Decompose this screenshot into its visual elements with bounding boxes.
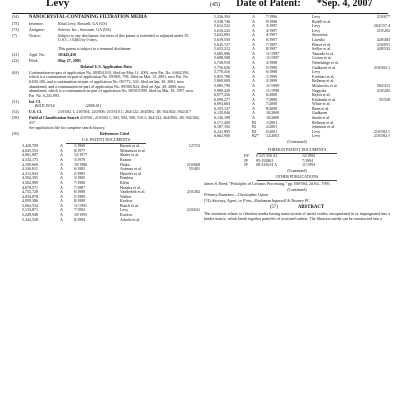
ref-kind: A xyxy=(60,171,63,176)
ref-date: 9/1996 xyxy=(266,19,278,24)
int-cl-year: (2006.01) xyxy=(85,103,102,109)
ref-class: 210/502.1 xyxy=(373,65,390,70)
ref-kind: A xyxy=(252,116,255,121)
ref-kind: A xyxy=(60,176,63,181)
date-of-patent xyxy=(210,0,372,9)
abstract-text: The invention relates to filtration media having nanocrystals of metal oxides, encapsulated in or impregnated into a binder matrix, which binds together particles of activated carbon. The filtration media can be constructed into a xyxy=(204,211,390,221)
ref-number: 6,129,846 xyxy=(214,111,230,116)
ref-kind: A xyxy=(60,185,63,190)
ref-date: 6/1982 xyxy=(74,167,86,172)
field-of-search-value xyxy=(29,116,200,130)
ref-class: 502/415 xyxy=(376,83,390,88)
ref-number: 6,077,436 xyxy=(214,93,230,98)
ref-number: 5,750,026 xyxy=(214,65,230,70)
ref-name: Krause xyxy=(120,157,132,162)
ref-kind: A xyxy=(252,83,255,88)
ref-class: 210/502.1 xyxy=(373,129,390,134)
ref-kind: A xyxy=(252,37,255,42)
int-cl-key: Int. Cl. xyxy=(29,98,42,104)
field-code: (73) xyxy=(12,26,19,32)
ref-name: Mitsumori et al. xyxy=(120,148,146,153)
ref-kind: A xyxy=(60,167,63,172)
ref-kind: A xyxy=(60,157,63,162)
ref-number: 4,678,571 xyxy=(22,185,38,190)
ref-name: Benn et al. xyxy=(312,106,330,111)
ref-kind: A xyxy=(252,88,255,93)
ref-date: 11/1999 xyxy=(266,83,279,88)
continued-note: (Continued) xyxy=(287,168,307,173)
ref-number: 5,985,790 xyxy=(214,83,230,88)
ref-kind: A xyxy=(252,51,255,56)
terminal-disclaimer-text: This patent is subject to a terminal disclaimer. xyxy=(58,46,132,52)
notice-field xyxy=(12,34,200,52)
ref-number: 4,859,386 xyxy=(22,199,38,204)
examiner-label: Primary Examiner xyxy=(204,192,234,198)
ref-name: Shaler et al. xyxy=(120,153,139,158)
left-reference-list xyxy=(12,144,200,222)
field-code: (54) xyxy=(12,14,19,19)
ref-name: Levy xyxy=(312,28,321,33)
ref-class: 428/404 xyxy=(376,37,390,42)
ref-date: 11/1997 xyxy=(266,51,279,56)
ref-name: Bellamy et al. xyxy=(312,79,335,84)
ref-name: Klein xyxy=(120,180,129,185)
patent-title: NANOCRYSTAL-CONTAINING FILTRATION MEDIA xyxy=(29,15,147,20)
foreign-number: 08-315614 A xyxy=(256,162,277,168)
ref-number: 4,313,833 xyxy=(22,171,38,176)
ref-date: 6/1988 xyxy=(74,190,86,195)
left-column xyxy=(12,15,200,222)
ref-number: 6,103,127 xyxy=(214,106,230,111)
ref-number: 3,420,709 xyxy=(22,144,38,149)
ref-number: 5,730,918 xyxy=(214,60,230,65)
ref-number: 5,538,746 xyxy=(214,19,230,24)
ref-number: 5,133,871 xyxy=(22,208,38,213)
ref-number: 4,753,728 xyxy=(22,190,38,195)
int-cl-class: B01D 39/14 xyxy=(35,103,55,109)
assignee-value: Selecto, Inc., Suwanee, GA (US) xyxy=(58,26,111,32)
ref-name: Aomaru et al. xyxy=(120,167,142,172)
ref-name: Levy xyxy=(120,208,129,213)
ref-date: 3/1985 xyxy=(74,176,86,181)
ref-kind: A xyxy=(252,60,255,65)
header-rule xyxy=(12,13,388,14)
ref-date: 7/1997 xyxy=(266,42,278,47)
ref-name: Rajoli et al. xyxy=(312,93,331,98)
field-code: (51) xyxy=(12,98,19,104)
field-key: Notice: xyxy=(29,32,41,38)
primary-examiner: Primary Examiner—Christopher Upton xyxy=(204,192,268,198)
filed-field xyxy=(12,59,200,64)
ref-date: 3/1979 xyxy=(74,157,86,162)
appl-number: 10/445,410 xyxy=(58,52,77,58)
foreign-date: 11/1994 xyxy=(302,162,315,168)
ref-date: 6/2001 xyxy=(266,129,278,134)
field-code: (52) xyxy=(12,109,19,115)
ref-class: 55/401 xyxy=(188,167,200,172)
inventor-value: Ehud Levy, Roswell, GA (US) xyxy=(58,20,107,26)
ref-date: 5/1989 xyxy=(74,194,86,199)
ref-name: Hajko xyxy=(120,162,130,167)
ref-date: 4/1997 xyxy=(266,33,278,38)
field-key: Inventor: xyxy=(29,20,44,26)
ref-kind: A xyxy=(60,190,63,195)
int-cl-field xyxy=(12,100,200,109)
ref-class: 210/631 xyxy=(186,208,200,213)
ref-kind: A xyxy=(60,144,63,149)
ref-number: 5,064,534 xyxy=(22,203,38,208)
ref-name: Moskovits et al. xyxy=(312,83,338,88)
ref-kind: A xyxy=(60,199,63,204)
ref-date: 6/1998 xyxy=(266,70,278,75)
ref-date: 2/1985 xyxy=(74,171,86,176)
references-field xyxy=(12,132,200,137)
attorney-line: (74) Attorney, Agent, or Firm—Buchanan Ingersoll & Rooney PC xyxy=(204,197,310,203)
ref-number: 6,187,192 xyxy=(214,125,230,130)
ref-number: 5,536,394 xyxy=(214,15,230,19)
ref-date: 5/1998 xyxy=(266,65,278,70)
continued-note: (Continued) xyxy=(287,186,307,192)
ref-date: 2/2001 xyxy=(266,125,278,130)
ref-number: 4,562,989 xyxy=(22,180,38,185)
date-label: Date of Patent: xyxy=(236,0,301,9)
ref-class: 204/157.4 xyxy=(373,24,390,29)
ref-kind: A xyxy=(60,148,63,153)
field-key: U.S. Cl. xyxy=(29,109,43,115)
ref-class: 55/528 xyxy=(378,97,390,102)
ref-name: Cotton et al. xyxy=(312,56,332,61)
ref-class: 428/532 xyxy=(376,47,390,52)
ref-name: Sinyerton xyxy=(312,33,328,38)
ref-date: 12/2003 xyxy=(266,134,280,139)
field-key: Assignee: xyxy=(29,26,45,32)
ref-name: Levy xyxy=(312,134,321,139)
ref-class: 210/651 xyxy=(376,42,390,47)
ref-date: 7/1992 xyxy=(74,208,86,213)
ref-date: 1/2001 xyxy=(266,120,278,125)
ref-number: 6,090,277 xyxy=(214,97,230,102)
foreign-date: 7/1994 xyxy=(302,157,314,163)
ref-kind: B1 xyxy=(252,125,257,130)
ref-date: 11/1999 xyxy=(266,88,279,93)
ref-number: 5,639,550 xyxy=(214,37,230,42)
ref-number: 5,989,420 xyxy=(214,88,230,93)
attorney-label: Attorney, Agent, or Firm xyxy=(211,197,252,203)
ref-number: 5,869,009 xyxy=(214,79,230,84)
ref-kind: A xyxy=(252,47,255,52)
ref-kind: A xyxy=(252,111,255,116)
field-code: (63) xyxy=(12,69,19,75)
foreign-number: 05-192861 xyxy=(256,157,274,163)
ref-date: 6/2000 xyxy=(266,93,278,98)
ref-kind: A xyxy=(252,28,255,33)
related-data-heading: Related U.S. Application Data xyxy=(80,64,132,70)
ref-name: Nebelsbige et al. xyxy=(312,60,339,65)
foreign-patents-heading: FOREIGN PATENT DOCUMENTS xyxy=(267,146,327,152)
ref-number: 4,834,878 xyxy=(22,194,38,199)
ref-kind: A xyxy=(252,24,255,29)
ref-kind: A xyxy=(252,42,255,47)
ref-number: 6,241,893 xyxy=(214,129,230,134)
field-code: (75) xyxy=(12,20,19,26)
ref-name: Levy xyxy=(312,70,321,75)
ref-kind: A xyxy=(252,70,255,75)
ref-date: 8/2000 xyxy=(266,106,278,111)
ref-date: 10/1993 xyxy=(74,213,88,218)
int-cl-value xyxy=(29,100,200,109)
ref-number: 6,662,956 xyxy=(214,134,230,139)
ref-name: Bellamy et al. xyxy=(312,120,335,125)
assignee-field xyxy=(12,28,200,33)
ref-class: 127/53 xyxy=(188,144,200,149)
ref-kind: A xyxy=(252,19,255,24)
ref-kind: A xyxy=(252,56,255,61)
ref-date: 1/1969 xyxy=(74,144,86,149)
ref-kind: A xyxy=(252,93,255,98)
ref-name: Yamada et al. xyxy=(312,51,334,56)
ref-name: Levy xyxy=(312,15,321,19)
ref-date: 1/1999 xyxy=(266,74,278,79)
ref-number: 5,653,212 xyxy=(214,47,230,52)
ref-date: 8/1997 xyxy=(266,47,278,52)
ref-number: 5,855,788 xyxy=(214,74,230,79)
attorney-name: Buchanan Ingersoll & Rooney PC xyxy=(255,197,310,203)
abstract-heading xyxy=(204,206,390,211)
ref-date: 4/1997 xyxy=(266,28,278,33)
ref-name: Kitahashi et al. xyxy=(312,97,337,102)
date-value: *Sep. 4, 2007 xyxy=(316,0,373,9)
ref-kind: A xyxy=(252,102,255,107)
ref-date: 11/1997 xyxy=(266,56,279,61)
abstract-title: ABSTRACT xyxy=(297,204,325,210)
field-key: Field of Classification Search xyxy=(29,115,79,121)
field-code: (*) xyxy=(12,32,17,38)
ref-name: Hosaka et al. xyxy=(120,185,141,190)
ref-date: 2/1999 xyxy=(266,79,278,84)
ref-kind: A xyxy=(60,153,63,158)
ref-kind: A xyxy=(252,97,255,102)
us-cl-field xyxy=(12,110,200,115)
foreign-country: EP xyxy=(244,153,249,159)
ref-name: Levy xyxy=(312,24,321,29)
ref-date: 8/1989 xyxy=(74,199,86,204)
right-reference-list xyxy=(204,15,390,139)
ref-name: Everhart et al. xyxy=(312,74,335,79)
field-code: (74) xyxy=(204,197,211,203)
ref-name: Koslow xyxy=(120,199,133,204)
ref-date: 7/2000 xyxy=(266,102,278,107)
examiner-name: Christopher Upton xyxy=(237,192,268,198)
ref-number: 4,336,811 xyxy=(22,167,38,172)
ref-kind: A xyxy=(60,217,63,222)
ref-date: 10/2000 xyxy=(266,116,280,121)
notice-value xyxy=(58,34,200,52)
ref-class: 210/677 xyxy=(376,15,390,19)
field-code: (57) xyxy=(269,204,278,210)
ref-number: 4,504,395 xyxy=(22,176,38,181)
ref-date: 8/1994 xyxy=(74,217,86,222)
ref-date: 3/1997 xyxy=(266,24,278,29)
ref-class: 210/282 xyxy=(186,190,200,195)
ref-number: 4,045,553 xyxy=(22,148,38,153)
ref-date: 6/1997 xyxy=(266,37,278,42)
ref-number: 5,770,416 xyxy=(214,70,230,75)
ref-kind: A xyxy=(60,203,63,208)
ref-name: Rydell et al. xyxy=(312,19,332,24)
foreign-reference-list xyxy=(204,154,390,168)
field-search-classes: 210/501, 210/502.1, 503, 504, 506, 510.1; 264/122, 264/DIG. 48; 502/402, 417 xyxy=(29,115,200,125)
continuation-text: Continuation-in-part of application No. 09/854,010, filed on May 11, 2001, now Pat. No. 6,662,956, which is a continuation-in-part of application No. 09/805, 758, filed on Mar. 13, 2001, now Pat. No. 6,630,106, and a continuation-in-part of application No. 09/772, 542, filed on Jan. 30, 2001, now abandoned, and a continuation-in-part of application No. 09/560,824, filed on Apr. 28, 2000, now abandoned, which is a continuation-in-part of application No. 08/819,999, filed on Mar. 18, 1997, now Pat. No. 6,241,893. xyxy=(29,69,194,98)
ref-number: 6,093,664 xyxy=(214,102,230,107)
inventor-field xyxy=(12,22,200,27)
ref-name: White et al. xyxy=(312,102,331,107)
ref-kind: A xyxy=(60,180,63,185)
title-field xyxy=(12,15,200,20)
notice-text: Subject to any disclaimer, the term of this patent is extended or adjusted under 35 U.S.C. 154(b) by 0 days. xyxy=(58,32,189,43)
ref-date: 8/1977 xyxy=(74,148,86,153)
ref-name: Levy xyxy=(312,129,321,134)
ref-kind: A xyxy=(252,106,255,111)
ref-number: 5,685,986 xyxy=(214,51,230,56)
ref-kind: B2* xyxy=(252,134,259,139)
other-publication-text: James S. Reed, "Principles of Ceramic Processing," pp. 500-504, 2d Ed., 1995. xyxy=(204,181,331,187)
other-publications-heading: OTHER PUBLICATIONS xyxy=(275,173,319,179)
field-code: (58) xyxy=(12,115,19,121)
field-key: Appl. No.: xyxy=(29,52,46,58)
ref-number: 5,616,243 xyxy=(214,28,230,33)
ref-name: Gadkaree xyxy=(312,111,328,116)
ref-name: Koslow xyxy=(120,213,133,218)
field-code: (56) xyxy=(12,130,19,136)
ref-kind: A xyxy=(60,194,63,199)
ref-name: Sellier et al. xyxy=(312,47,332,52)
reference-row xyxy=(22,218,200,223)
date-code: (45) xyxy=(210,2,220,8)
filed-date: May 27, 2003 xyxy=(58,58,81,64)
ref-number: 6,171,400 xyxy=(214,120,230,125)
ref-name: Walker xyxy=(120,194,132,199)
ref-date: 3/1998 xyxy=(266,60,278,65)
ref-number: 5,688,588 xyxy=(214,56,230,61)
right-column xyxy=(204,15,390,221)
ref-date: 10/2000 xyxy=(266,111,280,116)
ref-number: 6,136,189 xyxy=(214,116,230,121)
ref-number: 5,249,948 xyxy=(22,213,38,218)
ref-class: 210/502.1 xyxy=(373,134,390,139)
ref-name: Busch et al. xyxy=(120,203,139,208)
continued-note: (Continued) xyxy=(287,139,307,145)
ref-name: Vanderbilt et al. xyxy=(120,190,146,195)
ref-kind: A xyxy=(252,15,255,19)
ref-number: 4,061,807 xyxy=(22,153,38,158)
ref-kind: A xyxy=(252,33,255,38)
field-code: (22) xyxy=(12,58,19,64)
inventor-surname: Levy xyxy=(46,0,70,9)
ref-class: 210/668 xyxy=(186,162,200,167)
ref-number: 5,645,727 xyxy=(214,42,230,47)
ref-name: Hertzler et al. xyxy=(120,171,142,176)
ref-date: 7/1986 xyxy=(74,180,86,185)
ref-number: 4,109,669 xyxy=(22,162,38,167)
ref-date: 11/1991 xyxy=(74,203,87,208)
field-of-search xyxy=(12,116,200,130)
ref-date: 10/1980 xyxy=(74,162,88,167)
ref-name: Barrett et al. xyxy=(120,144,140,149)
ref-kind: A xyxy=(252,65,255,70)
patent-header xyxy=(0,0,400,14)
appl-field xyxy=(12,53,200,58)
ref-kind: A xyxy=(252,79,255,84)
ref-class: 210/282 xyxy=(376,88,390,93)
ref-kind: A xyxy=(252,74,255,79)
ref-kind: A xyxy=(60,162,63,167)
field-search-note: See application file for complete search history. xyxy=(29,124,106,130)
ref-kind: A xyxy=(60,213,63,218)
ref-kind: A xyxy=(60,208,63,213)
ref-name: Lisenko xyxy=(312,37,325,42)
ref-name: Pomboa xyxy=(120,176,134,181)
ref-number: 5,342,528 xyxy=(22,217,38,222)
ref-date: 7/2000 xyxy=(266,97,278,102)
references-heading: References Cited xyxy=(100,130,129,136)
foreign-country: JP xyxy=(244,157,248,163)
field-key: Filed: xyxy=(29,58,39,64)
ref-name: Bhave et al. xyxy=(312,42,331,47)
ref-name: Smith et al. xyxy=(312,116,331,121)
ref-number: 4,144,173 xyxy=(22,157,38,162)
field-code: (21) xyxy=(12,52,19,58)
us-cl-value: 210/502.1; 210/504; 210/506; 210/510.1; 264/122; 264/DIG. 48; 502/402; 502/417 xyxy=(58,109,191,115)
ref-name: Gadkaree et al. xyxy=(312,65,337,70)
ref-class: 210/202 xyxy=(376,28,390,33)
continuation-field xyxy=(12,71,200,99)
foreign-date: 12/1992 xyxy=(302,153,316,159)
ref-number: 5,622,892 xyxy=(214,33,230,38)
foreign-number: 0 515 556 A1 xyxy=(256,153,278,159)
ref-number: 5,612,522 xyxy=(214,24,230,29)
us-patents-heading: U.S. PATENT DOCUMENTS xyxy=(81,136,131,142)
ref-name: Nagaoka xyxy=(312,88,327,93)
ref-kind: B1 xyxy=(252,129,257,134)
ref-date: 7/1987 xyxy=(74,185,86,190)
ref-kind: B1 xyxy=(252,120,257,125)
foreign-country: JP xyxy=(244,162,248,168)
ref-name: Johnston et al. xyxy=(312,125,335,130)
ref-date: 7/1996 xyxy=(266,15,278,19)
ref-date: 12/1977 xyxy=(74,153,88,158)
ref-name: Adachi et al. xyxy=(120,217,141,222)
